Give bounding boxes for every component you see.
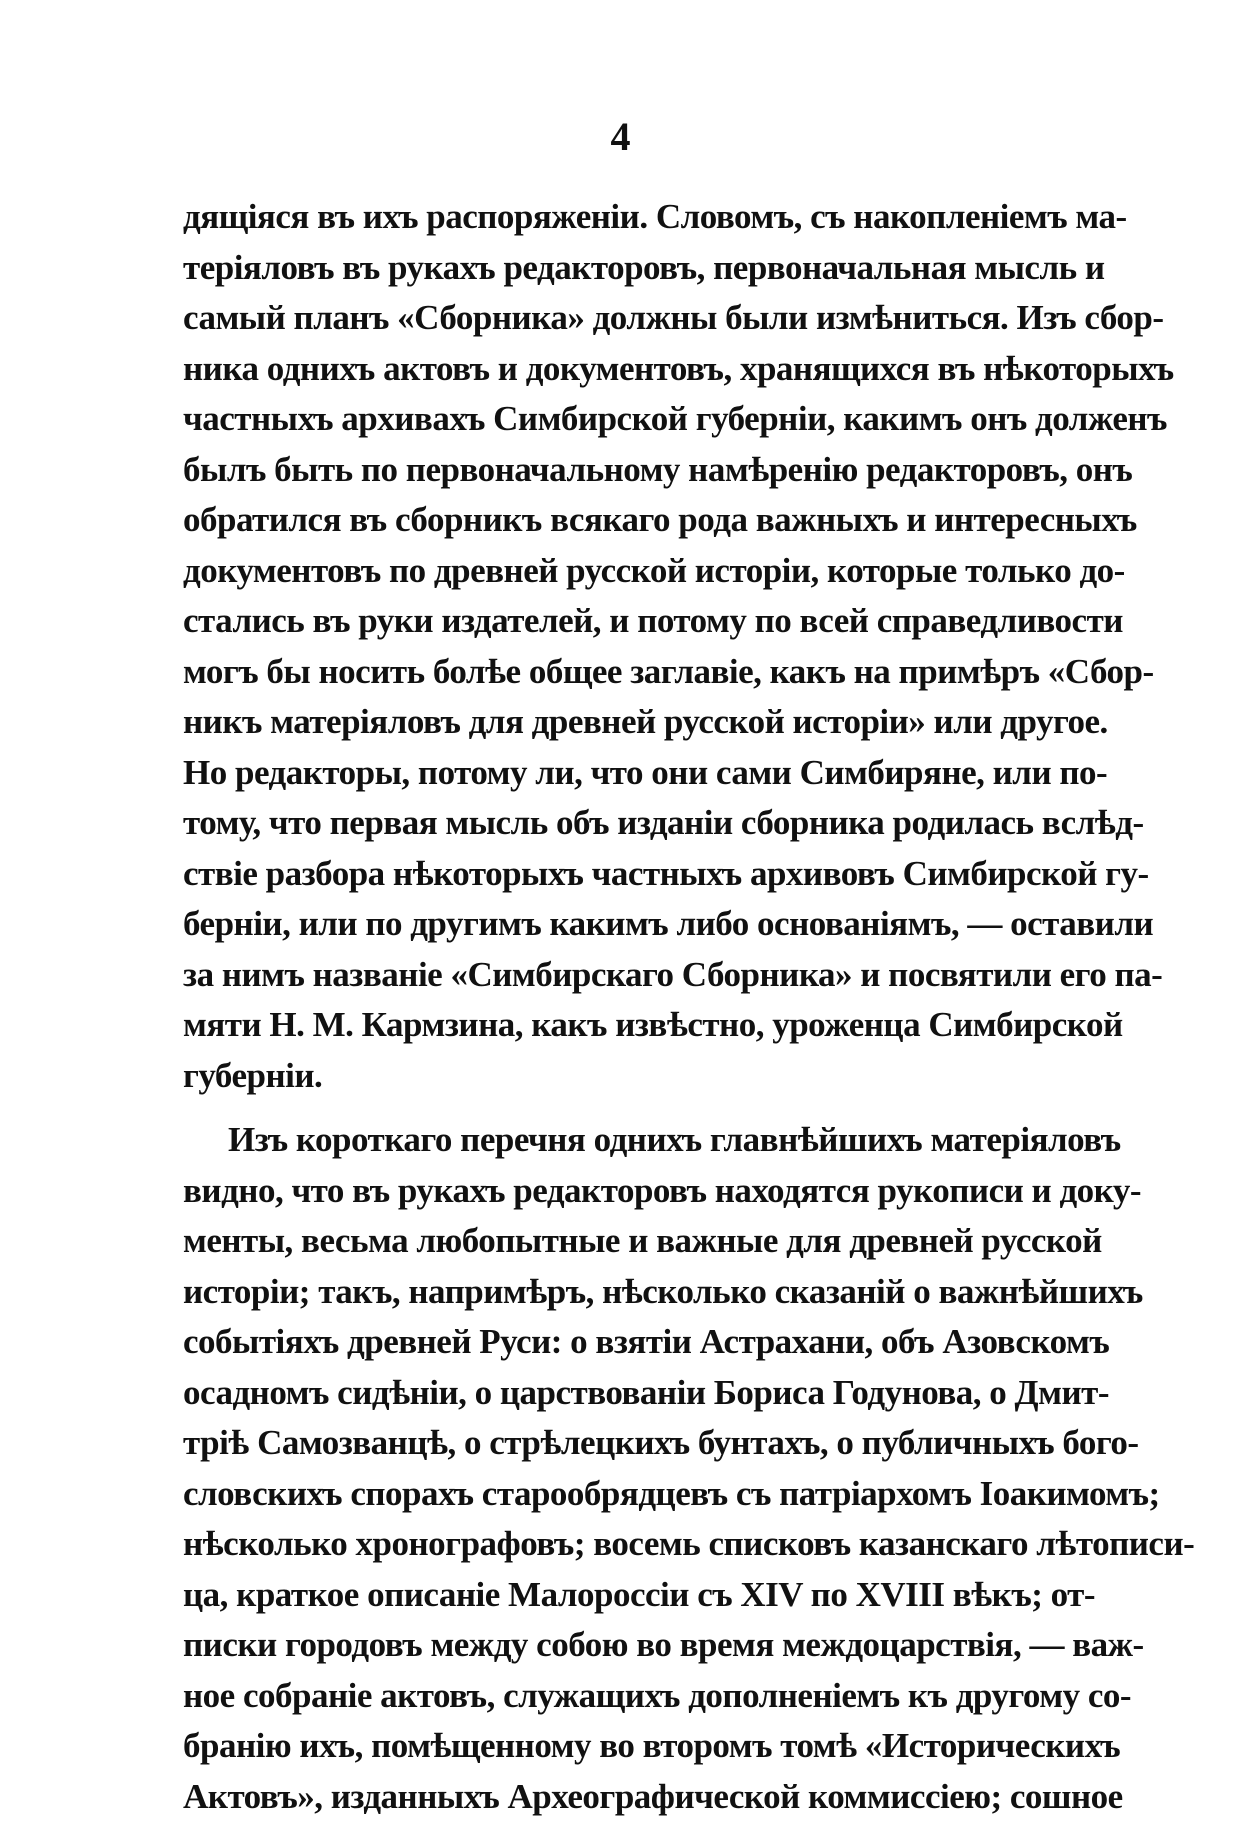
paragraph-1 [183,192,1060,1101]
text-line: частныхъ архивахъ Симбирской губерніи, какимъ онъ долженъ [183,394,1060,445]
text-line: Актовъ», изданныхъ Археографической коммиссіею; сошное [183,1772,1060,1822]
text-line: обратился въ сборникъ всякаго рода важныхъ и интересныхъ [183,495,1060,546]
text-line: ствіе разбора нѣкоторыхъ частныхъ архивовъ Симбирской гу- [183,849,1060,900]
text-line: ца, краткое описаніе Малороссіи съ XIV по XVIII вѣкъ; от- [183,1570,1060,1621]
text-line: ника однихъ актовъ и документовъ, хранящихся въ нѣкоторыхъ [183,344,1060,395]
text-line: видно, что въ рукахъ редакторовъ находятся рукописи и доку- [183,1166,1060,1217]
text-line: стались въ руки издателей, и потому по всей справедливости [183,596,1060,647]
text-line: Изъ короткаго перечня однихъ главнѣйшихъ матеріяловъ [183,1115,1060,1166]
text-line: нѣсколько хронографовъ; восемь списковъ казанскаго лѣтописи- [183,1519,1060,1570]
text-line: былъ быть по первоначальному намѣренію редакторовъ, онъ [183,445,1060,496]
text-line: тому, что первая мысль объ изданіи сборника родилась вслѣд- [183,798,1060,849]
text-line: берніи, или по другимъ какимъ либо основаніямъ, — оставили [183,899,1060,950]
text-line: дящіяся въ ихъ распоряженіи. Словомъ, съ накопленіемъ ма- [183,192,1060,243]
text-line: бранію ихъ, помѣщенному во второмъ томѣ «Историческихъ [183,1721,1060,1772]
text-line: событіяхъ древней Руси: о взятіи Астрахани, объ Азовскомъ [183,1317,1060,1368]
text-line: документовъ по древней русской исторіи, которые только до- [183,546,1060,597]
paragraph-gap [183,1101,1060,1115]
text-line: могъ бы носить болѣе общее заглавіе, какъ на примѣръ «Сбор- [183,647,1060,698]
text-line: губерніи. [183,1051,1060,1102]
text-line: писки городовъ между собою во время междоцарствія, — важ- [183,1620,1060,1671]
text-line: словскихъ спорахъ старообрядцевъ съ патріархомъ Іоакимомъ; [183,1469,1060,1520]
text-line: самый планъ «Сборника» должны были измѣниться. Изъ сбор- [183,293,1060,344]
text-line: исторіи; такъ, напримѣръ, нѣсколько сказаній о важнѣйшихъ [183,1267,1060,1318]
text-line: теріяловъ въ рукахъ редакторовъ, первоначальная мысль и [183,243,1060,294]
page-number: 4 [0,112,1241,162]
body-text [183,192,1060,1822]
text-line: менты, весьма любопытные и важные для древней русской [183,1216,1060,1267]
text-line: мяти Н. М. Кармзина, какъ извѣстно, уроженца Симбирской [183,1000,1060,1051]
text-line: тріѣ Самозванцѣ, о стрѣлецкихъ бунтахъ, о публичныхъ бого- [183,1418,1060,1469]
text-line: никъ матеріяловъ для древней русской исторіи» или другое. [183,697,1060,748]
text-line: осадномъ сидѣніи, о царствованіи Бориса Годунова, о Дмит- [183,1368,1060,1419]
text-line: за нимъ названіе «Симбирскаго Сборника» и посвятили его па- [183,950,1060,1001]
paragraph-2 [183,1115,1060,1822]
text-line: Но редакторы, потому ли, что они сами Симбиряне, или по- [183,748,1060,799]
text-line: ное собраніе актовъ, служащихъ дополненіемъ къ другому со- [183,1671,1060,1722]
